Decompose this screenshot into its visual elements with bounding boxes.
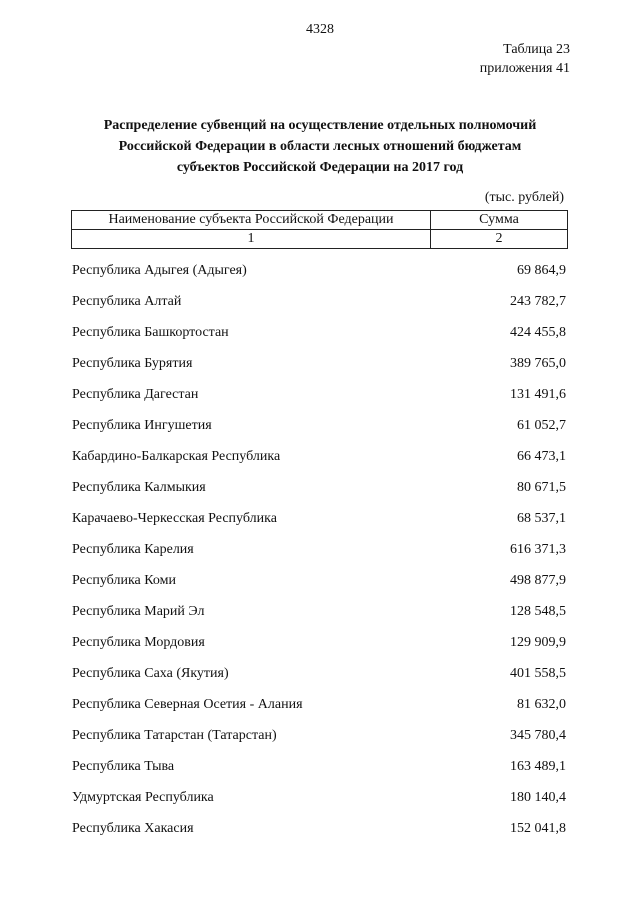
region-name: Республика Ингушетия bbox=[72, 417, 212, 433]
region-name: Республика Бурятия bbox=[72, 355, 193, 371]
subvention-amount: 61 052,7 bbox=[517, 417, 566, 433]
subvention-amount: 389 765,0 bbox=[510, 355, 566, 371]
region-name: Республика Башкортостан bbox=[72, 324, 229, 340]
subvention-amount: 152 041,8 bbox=[510, 820, 566, 836]
table-row bbox=[72, 317, 566, 348]
table-row bbox=[72, 813, 566, 844]
subvention-amount: 498 877,9 bbox=[510, 572, 566, 588]
subvention-amount: 80 671,5 bbox=[517, 479, 566, 495]
subvention-amount: 163 489,1 bbox=[510, 758, 566, 774]
region-name: Карачаево-Черкесская Республика bbox=[72, 510, 277, 526]
subvention-amount: 180 140,4 bbox=[510, 789, 566, 805]
units-label: (тыс. рублей) bbox=[484, 190, 564, 205]
table-row bbox=[72, 503, 566, 534]
subvention-amount: 616 371,3 bbox=[510, 541, 566, 557]
table-row bbox=[72, 286, 566, 317]
table-header bbox=[71, 210, 568, 249]
appendix-number: приложения 41 bbox=[479, 61, 570, 76]
subvention-amount: 401 558,5 bbox=[510, 665, 566, 681]
region-name: Кабардино-Балкарская Республика bbox=[72, 448, 281, 464]
table-row bbox=[72, 348, 566, 379]
region-name: Республика Саха (Якутия) bbox=[72, 665, 229, 681]
title-line-1: Распределение субвенций на осуществление отдельных полномочий bbox=[103, 118, 537, 133]
subvention-amount: 66 473,1 bbox=[517, 448, 566, 464]
region-name: Республика Адыгея (Адыгея) bbox=[72, 262, 247, 278]
table-row bbox=[72, 720, 566, 751]
subvention-amount: 81 632,0 bbox=[517, 696, 566, 712]
title-line-2: Российской Федерации в области лесных отношений бюджетам bbox=[118, 139, 522, 154]
table-row bbox=[72, 782, 566, 813]
region-name: Республика Калмыкия bbox=[72, 479, 206, 495]
table-number: Таблица 23 bbox=[503, 42, 570, 57]
table-body bbox=[72, 255, 566, 844]
table-row bbox=[72, 379, 566, 410]
region-name: Республика Карелия bbox=[72, 541, 194, 557]
region-name: Республика Марий Эл bbox=[72, 603, 205, 619]
subvention-amount: 243 782,7 bbox=[510, 293, 566, 309]
subvention-amount: 345 780,4 bbox=[510, 727, 566, 743]
region-name: Республика Дагестан bbox=[72, 386, 199, 402]
region-name: Республика Мордовия bbox=[72, 634, 205, 650]
region-name: Республика Хакасия bbox=[72, 820, 194, 836]
table-row bbox=[72, 751, 566, 782]
table-row bbox=[72, 534, 566, 565]
region-name: Республика Алтай bbox=[72, 293, 182, 309]
region-name: Удмуртская Республика bbox=[72, 789, 214, 805]
subvention-amount: 128 548,5 bbox=[510, 603, 566, 619]
document-title bbox=[60, 115, 580, 178]
table-row bbox=[72, 627, 566, 658]
column-number-2: 2 bbox=[431, 230, 568, 249]
table-row bbox=[72, 441, 566, 472]
region-name: Республика Татарстан (Татарстан) bbox=[72, 727, 277, 743]
title-line-3: субъектов Российской Федерации на 2017 год bbox=[176, 160, 464, 175]
table-row bbox=[72, 596, 566, 627]
table-row bbox=[72, 472, 566, 503]
column-header-name: Наименование субъекта Российской Федерации bbox=[72, 211, 431, 230]
region-name: Республика Коми bbox=[72, 572, 176, 588]
column-header-amount: Сумма bbox=[431, 211, 568, 230]
table-row bbox=[72, 565, 566, 596]
subvention-amount: 129 909,9 bbox=[510, 634, 566, 650]
table-row bbox=[72, 658, 566, 689]
column-number-1: 1 bbox=[72, 230, 431, 249]
region-name: Республика Северная Осетия - Алания bbox=[72, 696, 303, 712]
subvention-amount: 68 537,1 bbox=[517, 510, 566, 526]
subvention-amount: 69 864,9 bbox=[517, 262, 566, 278]
subvention-amount: 424 455,8 bbox=[510, 324, 566, 340]
table-row bbox=[72, 689, 566, 720]
page-number: 4328 bbox=[306, 22, 334, 37]
table-row bbox=[72, 255, 566, 286]
region-name: Республика Тыва bbox=[72, 758, 175, 774]
table-row bbox=[72, 410, 566, 441]
subvention-amount: 131 491,6 bbox=[510, 386, 566, 402]
